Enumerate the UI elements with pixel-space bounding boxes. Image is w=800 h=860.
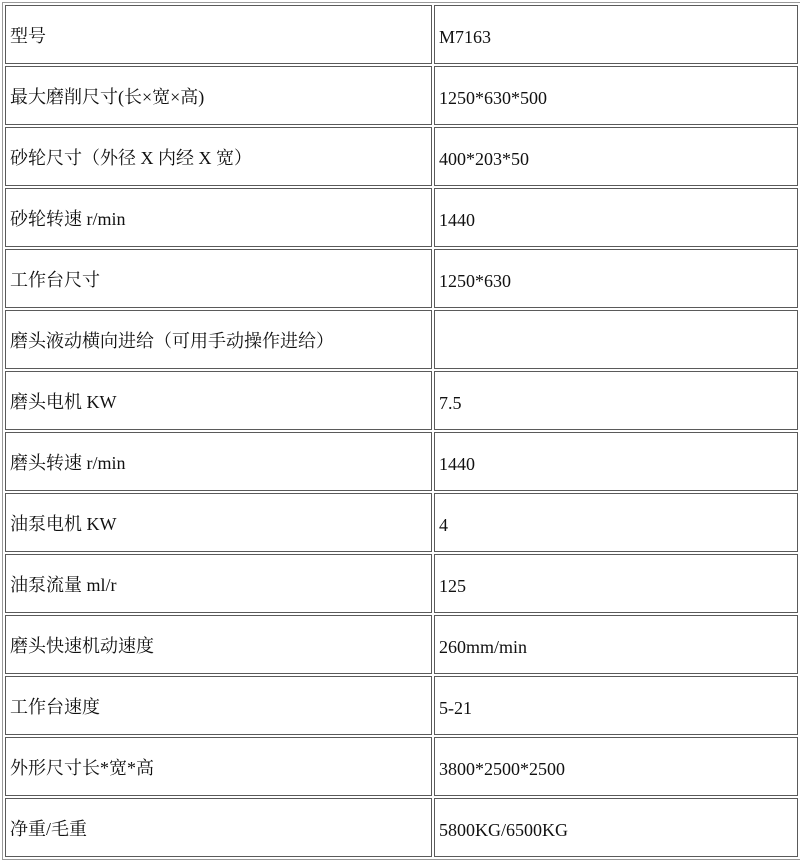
row-label: 型号 [5, 5, 432, 64]
row-label: 磨头转速 r/min [5, 432, 432, 491]
row-label: 磨头电机 KW [5, 371, 432, 430]
table-row [5, 615, 798, 674]
table-row [5, 676, 798, 735]
row-value: 5-21 [434, 676, 798, 735]
row-label: 外形尺寸长*宽*高 [5, 737, 432, 796]
spec-table-body [5, 5, 798, 857]
row-value: 125 [434, 554, 798, 613]
row-value: 3800*2500*2500 [434, 737, 798, 796]
row-value: 7.5 [434, 371, 798, 430]
row-label: 油泵电机 KW [5, 493, 432, 552]
table-row [5, 798, 798, 857]
row-value: 400*203*50 [434, 127, 798, 186]
row-label: 砂轮尺寸（外径 X 内经 X 宽） [5, 127, 432, 186]
row-label: 磨头液动横向进给（可用手动操作进给） [5, 310, 432, 369]
row-label: 工作台尺寸 [5, 249, 432, 308]
row-label: 净重/毛重 [5, 798, 432, 857]
table-row [5, 310, 798, 369]
table-row [5, 493, 798, 552]
row-value: 260mm/min [434, 615, 798, 674]
row-value: 4 [434, 493, 798, 552]
row-label: 砂轮转速 r/min [5, 188, 432, 247]
table-row [5, 5, 798, 64]
row-label: 油泵流量 ml/r [5, 554, 432, 613]
row-value: 1250*630*500 [434, 66, 798, 125]
row-label: 工作台速度 [5, 676, 432, 735]
table-row [5, 249, 798, 308]
table-row [5, 66, 798, 125]
row-value: M7163 [434, 5, 798, 64]
row-value [434, 310, 798, 369]
table-row [5, 371, 798, 430]
table-row [5, 737, 798, 796]
table-row [5, 188, 798, 247]
row-label: 磨头快速机动速度 [5, 615, 432, 674]
row-value: 1250*630 [434, 249, 798, 308]
spec-table [2, 2, 800, 860]
row-value: 1440 [434, 432, 798, 491]
row-value: 1440 [434, 188, 798, 247]
row-label: 最大磨削尺寸(长×宽×高) [5, 66, 432, 125]
table-row [5, 127, 798, 186]
table-row [5, 554, 798, 613]
table-row [5, 432, 798, 491]
row-value: 5800KG/6500KG [434, 798, 798, 857]
